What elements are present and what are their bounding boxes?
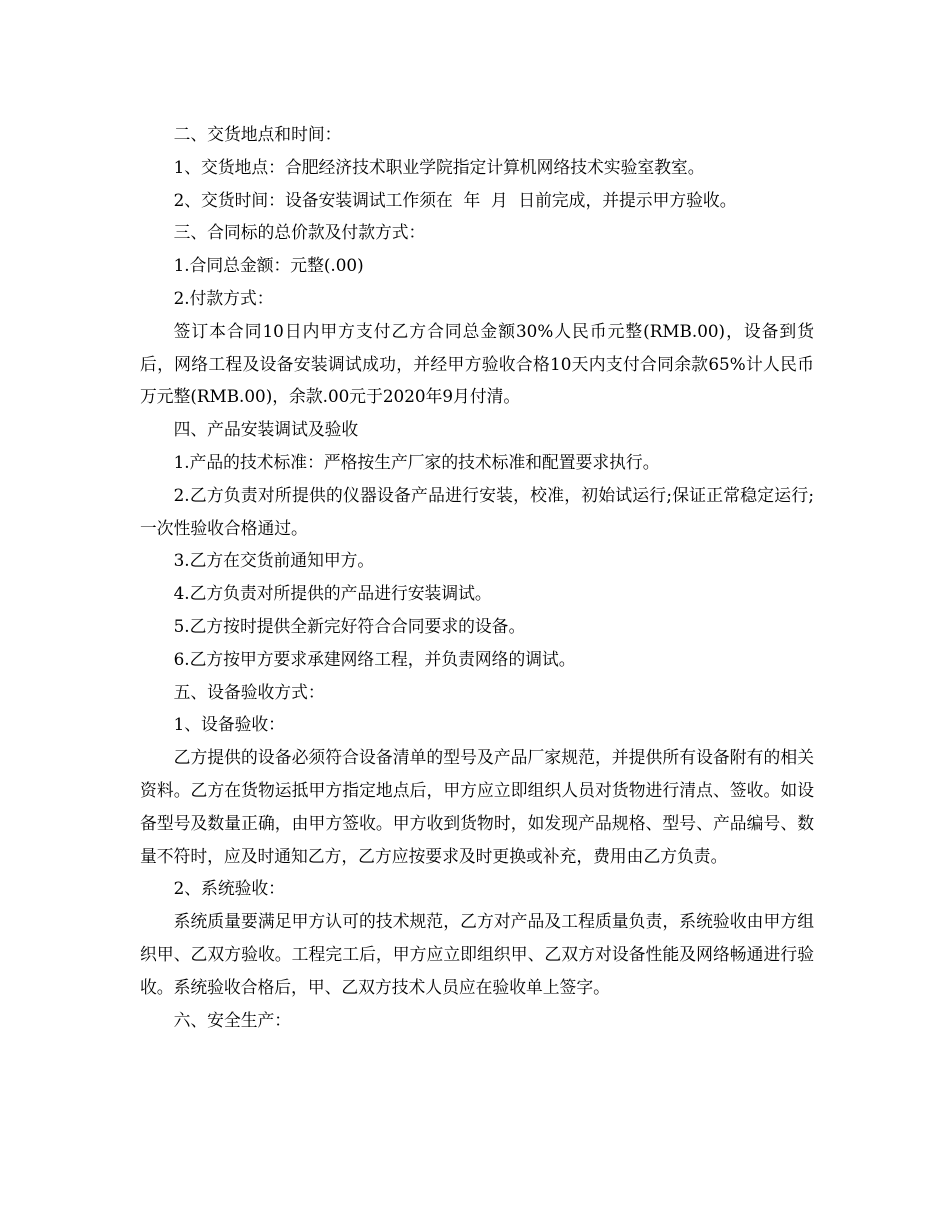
- section-heading-safety: 六、安全生产：: [173, 1009, 292, 1030]
- contract-total-amount: 1.合同总金额：元整(.00): [173, 255, 364, 276]
- system-acceptance-heading: 2、系统验收：: [173, 878, 285, 899]
- system-acceptance-paragraph: 系统质量要满足甲方认可的技术规范，乙方对产品及工程质量负责，系统验收由甲方组织甲、乙双方验收。工程完工后，甲方应立即组织甲、乙双方对设备性能及网络畅通进行验收。系统验收合格后，甲、乙双方技术人员应在验收单上签字。: [140, 911, 814, 997]
- installation-item-6: 6.乙方按甲方要求承建网络工程，并负责网络的调试。: [173, 648, 576, 669]
- section-heading-payment: 三、合同标的总价款及付款方式：: [173, 222, 426, 243]
- installation-item-5: 5.乙方按时提供全新完好符合合同要求的设备。: [173, 615, 526, 636]
- delivery-time: 2、交货时间：设备安装调试工作须在 年 月 日前完成，并提示甲方验收。: [173, 189, 737, 210]
- equipment-acceptance-paragraph: 乙方提供的设备必须符合设备清单的型号及产品厂家规范，并提供所有设备附有的相关资料。乙方在货物运抵甲方指定地点后，甲方应立即组织人员对货物进行清点、签收。如设备型号及数量正确，由甲方签收。甲方收到货物时，如发现产品规格、型号、产品编号、数量不符时，应及时通知乙方，乙方应按要求及时更换或补充，费用由乙方负责。: [140, 747, 814, 866]
- installation-item-2: 2.乙方负责对所提供的仪器设备产品进行安装，校准，初始试运行;保证正常稳定运行;一次性验收合格通过。: [140, 484, 814, 538]
- section-heading-acceptance: 五、设备验收方式：: [173, 681, 325, 702]
- delivery-location: 1、交货地点：合肥经济技术职业学院指定计算机网络技术实验室教室。: [173, 156, 705, 177]
- section-heading-installation: 四、产品安装调试及验收: [173, 419, 359, 440]
- installation-item-4: 4.乙方负责对所提供的产品进行安装调试。: [173, 583, 492, 604]
- equipment-acceptance-heading: 1、设备验收：: [173, 714, 285, 735]
- installation-item-3: 3.乙方在交货前通知甲方。: [173, 550, 375, 571]
- payment-terms-paragraph: 签订本合同10日内甲方支付乙方合同总金额30%人民币元整(RMB.00)，设备到货后，网络工程及设备安装调试成功，并经甲方验收合格10天内支付合同余款65%计人民币万元整(RMB.00)，余款.00元于2020年9月付清。: [140, 320, 814, 407]
- section-heading-delivery: 二、交货地点和时间：: [173, 124, 342, 144]
- payment-method-heading: 2.付款方式：: [173, 287, 274, 308]
- document-body: [140, 118, 814, 1036]
- installation-item-1: 1.产品的技术标准：严格按生产厂家的技术标准和配置要求执行。: [173, 451, 660, 472]
